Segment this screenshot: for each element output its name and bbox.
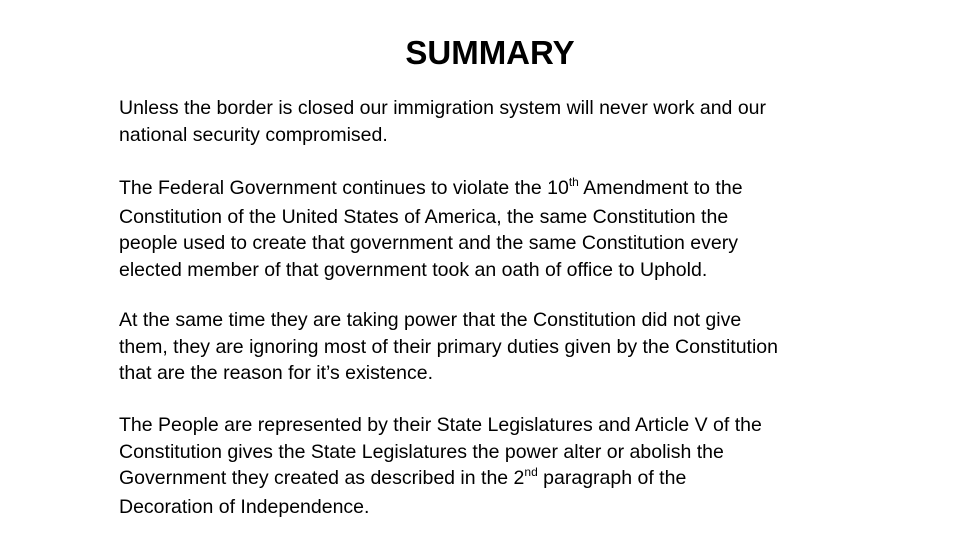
paragraph-line: elected member of that government took an oath of office to Uphold. bbox=[119, 258, 708, 281]
superscript-ordinal: th bbox=[568, 175, 579, 189]
text-run: Amendment to the bbox=[578, 177, 743, 199]
paragraph-line: Decoration of Independence. bbox=[119, 495, 370, 518]
paragraph-line: At the same time they are taking power that the Constitution did not give bbox=[119, 309, 742, 331]
superscript-ordinal: nd bbox=[524, 465, 538, 479]
paragraph-line: Unless the border is closed our immigration system will never work and our bbox=[119, 97, 767, 119]
paragraph-border-security bbox=[119, 95, 899, 148]
paragraph-line bbox=[119, 175, 899, 204]
paragraph-line: The People are represented by their State Legislatures and Article V of the bbox=[119, 414, 762, 436]
paragraph-line: them, they are ignoring most of their primary duties given by the Constitution bbox=[119, 335, 778, 358]
paragraph-line: that are the reason for it’s existence. bbox=[119, 362, 433, 384]
text-run: The Federal Government continues to violate the 10 bbox=[119, 177, 569, 199]
paragraph-line: people used to create that government and the same Constitution every bbox=[119, 232, 738, 254]
paragraph-line: national security compromised. bbox=[119, 123, 388, 146]
paragraph-power-and-duties bbox=[119, 307, 899, 387]
paragraph-line: Constitution of the United States of America, the same Constitution the bbox=[119, 205, 729, 228]
paragraph-tenth-amendment bbox=[119, 175, 899, 283]
text-run: Government they created as described in the 2 bbox=[119, 467, 525, 489]
text-run: paragraph of the bbox=[537, 467, 687, 489]
page-title: SUMMARY bbox=[405, 34, 575, 71]
paragraph-article-five bbox=[119, 412, 899, 520]
paragraph-line: Constitution gives the State Legislatures the power alter or abolish the bbox=[119, 440, 724, 463]
paragraph-line bbox=[119, 465, 899, 494]
